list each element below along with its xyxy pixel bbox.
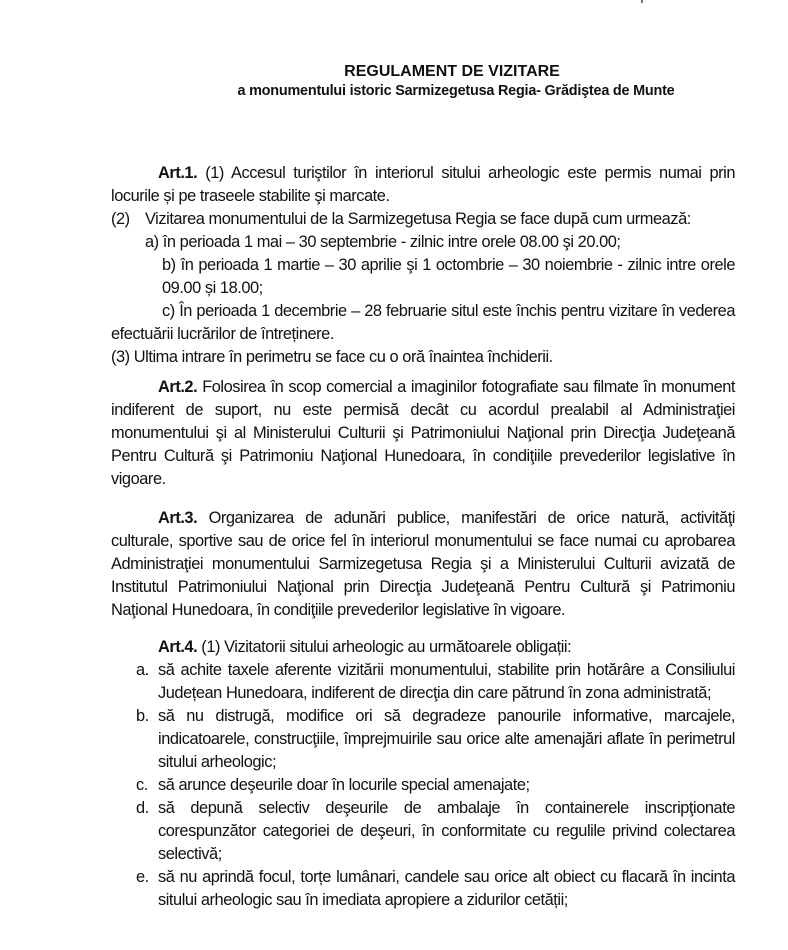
article-1-label: Art.1.: [158, 164, 198, 182]
list-marker: b.: [136, 707, 149, 725]
article-4: [111, 636, 735, 912]
page-corner-mark: [641, 0, 643, 3]
article-1-para-1: [111, 162, 735, 208]
article-2: [111, 376, 735, 491]
article-3: [111, 507, 735, 622]
list-marker: c.: [136, 776, 148, 794]
article-2-label: Art.2.: [158, 378, 198, 396]
list-item: [111, 774, 735, 797]
list-marker: a.: [136, 661, 149, 679]
article-1-para-2: [111, 208, 735, 231]
list-item-text: să achite taxele aferente vizitării monumentului, stabilite prin hotărâre a Consiliului Județean Hunedoara, indiferent de direcţia din care pătrund în zona administrată;: [158, 661, 735, 702]
article-1-item-a: a) în perioada 1 mai – 30 septembrie - zilnic intre orele 08.00 şi 20.00;: [145, 233, 621, 251]
article-1-item-b: b) în perioada 1 martie – 30 aprilie şi 1 octombrie – 30 noiembrie - zilnic intre orele 09.00 și 18.00;: [162, 256, 735, 297]
document-title: REGULAMENT DE VIZITARE: [344, 63, 560, 80]
article-1-para-1-text: (1) Accesul turiştilor în interiorul sitului arheologic este permis numai prin locurile și pe traseele stabilite şi marcate.: [111, 164, 735, 205]
list-item-text: să nu aprindă focul, torțe lumânari, candele sau orice alt obiect cu flacară în incinta sitului arheologic sau în imediata apropiere a zidurilor cetății;: [158, 868, 735, 909]
article-2-body: Folosirea în scop comercial a imaginilor fotografiate sau filmate în monument indiferent de suport, nu este permisă decât cu acordul prealabil al Administraţiei monumentului şi al Ministerului Culturii şi Patrimoniului Naţional prin Direcţia Judeţeană Pentru Cultură şi Patrimoniu Naţional Hunedoara, în condiţiile prevederilor legislative în vigoare.: [111, 378, 735, 488]
article-4-intro: [111, 636, 735, 659]
article-1-para-2-text: Vizitarea monumentului de la Sarmizegetusa Regia se face după cum urmează:: [145, 210, 691, 228]
article-1-para-3: (3) Ultima intrare în perimetru se face cu o oră înaintea închiderii.: [111, 348, 553, 366]
article-4-intro-text: (1) Vizitatorii sitului arheologic au următoarele obligații:: [197, 638, 572, 656]
list-item: [111, 705, 735, 774]
list-item: [111, 659, 735, 705]
article-3-label: Art.3.: [158, 509, 198, 527]
list-marker: d.: [136, 799, 149, 817]
article-4-label: Art.4.: [158, 638, 198, 656]
list-item-text: să arunce deşeurile doar în locurile special amenajate;: [158, 776, 530, 794]
article-1-item-c: c) În perioada 1 decembrie – 28 februarie situl este închis pentru vizitare în vederea efectuării lucrărilor de întreținere.: [111, 302, 735, 343]
list-item: [111, 866, 735, 912]
list-item-text: să depună selectiv deşeurile de ambalaje în containerele inscripţionate corespunzător categoriei de deşeuri, în conformitate cu regulile privind colectarea selectivă;: [158, 799, 735, 863]
article-3-body: Organizarea de adunări publice, manifestări de orice natură, activităţi culturale, sportive sau de orice fel în interiorul monumentului se face numai cu aprobarea Administraţiei monumentului Sarmizegetusa Regia şi a Ministerului Culturii avizată de Institutul Patrimoniului Naţional prin Direcţia Judeţeană Pentru Cultură şi Patrimoniu Naţional Hunedoara, în condiţiile prevederilor legislative în vigoare.: [111, 509, 735, 619]
list-marker: e.: [136, 868, 149, 886]
article-3-text: [111, 507, 735, 622]
article-1: [111, 162, 735, 369]
article-4-obligations-list: [111, 659, 735, 912]
list-item-text: să nu distrugă, modifice ori să degradeze panourile informative, marcajele, indicatoarele, construcţiile, împrejmuirile sau orice alte amenajări aflate în perimetrul sitului arheologic;: [158, 707, 735, 771]
article-1-para-2-number: (2): [111, 210, 130, 228]
document-subtitle: a monumentului istoric Sarmizegetusa Regia- Grădiştea de Munte: [237, 83, 675, 99]
list-item: [111, 797, 735, 866]
article-2-text: [111, 376, 735, 491]
